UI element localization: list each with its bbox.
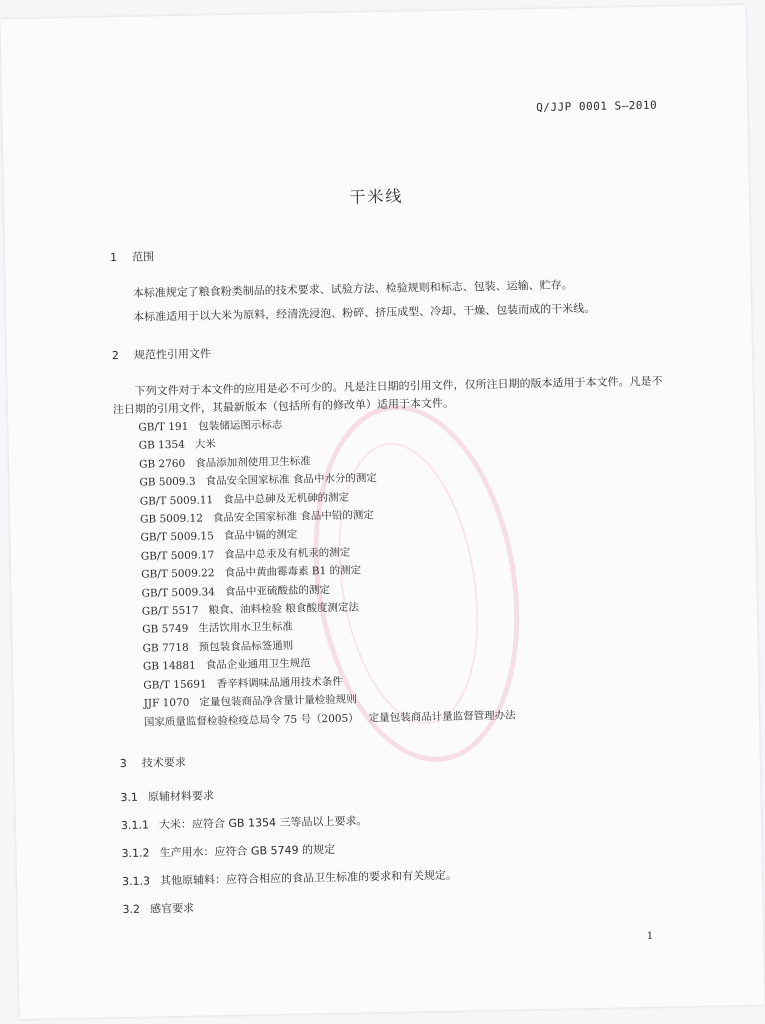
- section-title: 技术要求: [141, 755, 186, 770]
- subsection-title: 原辅材料要求: [147, 789, 215, 804]
- reference-name: 食品中亚硫酸盐的测定: [224, 583, 331, 598]
- references-intro-paragraph: 下列文件对于本文件的应用是必不可少的。凡是注日期的引用文件，仅所注日期的版本适用于本文件。凡是不注日期的引用文件，其最新版本（包括所有的修改单）适用于本文件。: [112, 374, 663, 417]
- reference-name: 食品中黄曲霉毒素 B1 的测定: [224, 564, 362, 580]
- subsection-3-1: [120, 787, 214, 805]
- scope-paragraph-1: 本标准规定了粮食粉类制品的技术要求、试验方法、检验规则和标志、包装、运输、贮存。: [132, 278, 573, 300]
- section-number: 2: [111, 349, 120, 363]
- subsection-number: 3.1.2: [121, 846, 150, 861]
- reference-code: GB 5009.3: [139, 475, 196, 489]
- reference-code: GB/T 5009.17: [140, 549, 215, 563]
- reference-name: 预包装食品标签通则: [198, 639, 294, 654]
- reference-code: GB 5749: [142, 623, 189, 637]
- page-number: 1: [646, 930, 654, 943]
- reference-name: 食品中总砷及无机砷的测定: [223, 491, 350, 506]
- reference-code: GB 5009.12: [139, 512, 204, 526]
- document-title: 干米线: [349, 186, 404, 207]
- reference-code: JJF 1070: [143, 696, 190, 710]
- reference-code: GB/T 191: [138, 420, 189, 434]
- reference-code: GB/T 5009.15: [140, 530, 214, 545]
- subsection-number: 3.1: [120, 790, 139, 805]
- standard-code: Q/JJP 0001 S—2010: [536, 98, 658, 114]
- subsection-number: 3.1.3: [121, 874, 151, 889]
- reference-code: GB/T 5517: [141, 604, 199, 618]
- reference-name: 定量包装商品计量监督管理办法: [368, 708, 516, 724]
- document-page: [0, 5, 764, 1019]
- section-number: 3: [119, 756, 127, 771]
- section-title: 范围: [131, 250, 155, 264]
- subsection-title: 大米：应符合 GB 1354 三等品以上要求。: [158, 814, 368, 832]
- reference-code: 国家质量监督检验检疫总局令 75 号（2005）: [143, 711, 359, 729]
- reference-code: GB 2760: [138, 457, 186, 471]
- reference-name: 包装储运图示标志: [198, 418, 283, 433]
- reference-name: 粮食、油料检验 粮食酸度测定法: [208, 601, 360, 617]
- subsection-number: 3.2: [122, 902, 141, 917]
- reference-name: 食品安全国家标准 食品中水分的测定: [205, 472, 377, 488]
- reference-name: 食品添加剂使用卫生标准: [195, 455, 311, 470]
- reference-code: GB 7718: [142, 641, 189, 655]
- reference-name: 食品中总汞及有机汞的测定: [224, 546, 351, 561]
- section-title: 规范性引用文件: [133, 347, 212, 362]
- reference-code: GB 14881: [142, 659, 196, 673]
- reference-code: GB/T 5009.34: [141, 585, 216, 600]
- subsection-3-1-1: [121, 812, 368, 833]
- reference-name: 食品企业通用卫生规范: [205, 657, 311, 672]
- reference-code: GB/T 5009.11: [139, 493, 214, 508]
- reference-list: [138, 412, 516, 732]
- reference-code: GB/T 15691: [143, 678, 207, 692]
- section-1-heading: [110, 248, 154, 265]
- reference-name: 食品中镉的测定: [223, 529, 298, 543]
- reference-name: 生活饮用水卫生标准: [198, 621, 293, 636]
- subsection-3-1-3: [122, 867, 457, 889]
- section-2-heading: [112, 345, 211, 363]
- reference-code: GB/T 5009.22: [141, 567, 215, 581]
- subsection-title: 感官要求: [149, 901, 195, 916]
- reference-code: GB 1354: [138, 439, 185, 453]
- section-3-heading: [120, 754, 186, 771]
- section-number: 1: [109, 251, 118, 265]
- scope-paragraph-2: 本标准适用于以大米为原料，经清洗浸泡、粉碎、挤压成型、冷却、干燥、包装而成的干米线。: [133, 301, 596, 324]
- subsection-title: 其他原辅料：应符合相应的食品卫生标准的要求和有关规定。: [159, 868, 458, 888]
- subsection-3-2: [122, 900, 194, 917]
- reference-name: 香辛料调味品通用技术条件: [216, 675, 343, 690]
- subsection-title: 生产用水：应符合 GB 5749 的规定: [159, 842, 336, 860]
- reference-name: 大米: [194, 438, 216, 451]
- reference-name: 食品安全国家标准 食品中铅的测定: [212, 509, 374, 525]
- subsection-number: 3.1.1: [120, 818, 150, 833]
- reference-name: 定量包装商品净含量计量检验规则: [199, 693, 357, 709]
- subsection-3-1-2: [121, 841, 335, 861]
